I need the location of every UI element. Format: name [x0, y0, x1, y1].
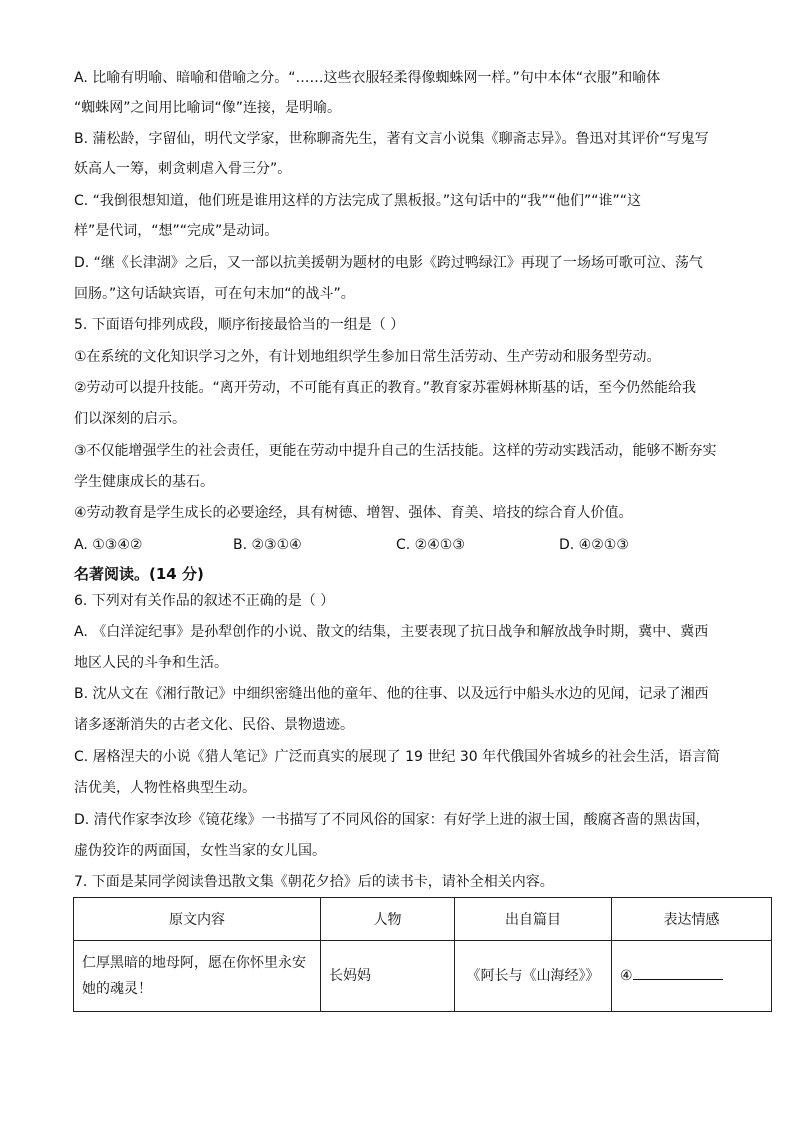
q6-option-c-line1: C. 屠格涅夫的小说《猎人笔记》广泛而真实的展现了 19 世纪 30 年代俄国外省城乡的社会生活，语言简	[74, 749, 721, 765]
q5-option-c: C. ②④①③	[396, 537, 465, 553]
q6-option-a-line2: 地区人民的斗争和生活。	[74, 655, 228, 671]
q4-option-b-line1: B. 蒲松龄，字留仙，明代文学家，世称聊斋先生，著有文言小说集《聊斋志异》。鲁迅对其评价“写鬼写	[74, 131, 709, 147]
cell-source: 《阿长与《山海经》》	[455, 941, 612, 1012]
header-emotion: 表达情感	[612, 898, 772, 941]
table-row	[74, 941, 772, 1012]
reading-card-table	[73, 897, 772, 1012]
q4-option-d-line1: D. “继《长津湖》之后，又一部以抗美援朝为题材的电影《跨过鸭绿江》再现了一场场可歌可泣、荡气	[74, 255, 703, 271]
cell-original-text	[74, 941, 321, 1012]
q5-option-d: D. ④②①③	[559, 537, 629, 553]
section-heading: 名著阅读。(14 分)	[74, 565, 204, 583]
q5-sentence-4: ④劳动教育是学生成长的必要途经，具有树德、增智、强体、育美、培技的综合育人价值。	[74, 505, 633, 521]
q6-option-c-line2: 洁优美，人物性格典型生动。	[74, 780, 256, 796]
header-original-text: 原文内容	[74, 898, 321, 941]
emotion-number: ④	[620, 968, 633, 984]
q4-option-c-line1: C. “我倒很想知道，他们班是谁用这样的方法完成了黑板报。”这句话中的“我”“他们”“谁”“这	[74, 193, 641, 209]
q5-stem: 5. 下面语句排列成段，顺序衔接最恰当的一组是（ ）	[74, 317, 405, 333]
header-source: 出自篇目	[455, 898, 612, 941]
q5-option-a: A. ①③④②	[74, 537, 143, 553]
header-person: 人物	[321, 898, 455, 941]
q5-sentence-3-line1: ③不仅能增强学生的社会责任，更能在劳动中提升自己的生活技能。这样的劳动实践活动，能够不断夯实	[74, 443, 717, 459]
original-text-line2: 她的魂灵！	[82, 981, 152, 997]
q7-stem: 7. 下面是某同学阅读鲁迅散文集《朝花夕拾》后的读书卡，请补全相关内容。	[74, 874, 554, 890]
q5-options	[74, 535, 734, 555]
q6-option-a-line1: A. 《白洋淀纪事》是孙犁创作的小说、散文的结集，主要表现了抗日战争和解放战争时期，冀中、冀西	[74, 624, 709, 640]
q5-sentence-1: ①在系统的文化知识学习之外，有计划地组织学生参加日常生活劳动、生产劳动和服务型劳动。	[74, 349, 661, 365]
q6-stem: 6. 下列对有关作品的叙述不正确的是（ ）	[74, 593, 335, 609]
q6-option-b-line1: B. 沈从文在《湘行散记》中细织密缝出他的童年、他的往事、以及远行中船头水边的见闻，记录了湘西	[74, 686, 709, 702]
q4-option-b-line2: 妖高人一筹，刺贪刺虐入骨三分”。	[74, 161, 292, 177]
q4-option-d-line2: 回肠。”这句话缺宾语，可在句末加“的战斗”。	[74, 286, 355, 302]
q4-option-a-line1: A. 比喻有明喻、暗喻和借喻之分。“……这些衣服轻柔得像蜘蛛网一样。”句中本体“衣服”和喻体	[74, 70, 661, 86]
q6-option-b-line2: 诸多逐渐消失的古老文化、民俗、景物遗迹。	[74, 717, 354, 733]
q5-option-b: B. ②③①④	[233, 537, 302, 553]
q5-sentence-2-line1: ②劳动可以提升技能。“离开劳动，不可能有真正的教育。”教育家苏霍姆林斯基的话，至今仍然能给我	[74, 380, 697, 396]
original-text-line1: 仁厚黑暗的地母阿，愿在你怀里永安	[82, 955, 306, 971]
q5-sentence-2-line2: 们以深刻的启示。	[74, 411, 186, 427]
cell-emotion[interactable]	[612, 941, 772, 1012]
table-header-row	[74, 898, 772, 941]
q4-option-c-line2: 样”是代词，“想”“完成”是动词。	[74, 223, 279, 239]
cell-person: 长妈妈	[321, 941, 455, 1012]
q6-option-d-line1: D. 清代作家李汝珍《镜花缘》一书描写了不同风俗的国家：有好学上进的淑士国，酸腐吝啬的黑齿国，	[74, 812, 710, 828]
q5-sentence-3-line2: 学生健康成长的基石。	[74, 474, 214, 490]
answer-blank[interactable]	[633, 963, 723, 980]
q4-option-a-line2: “蜘蛛网”之间用比喻词“像”连接，是明喻。	[74, 100, 342, 116]
q6-option-d-line2: 虚伪狡诈的两面国，女性当家的女儿国。	[74, 843, 326, 859]
